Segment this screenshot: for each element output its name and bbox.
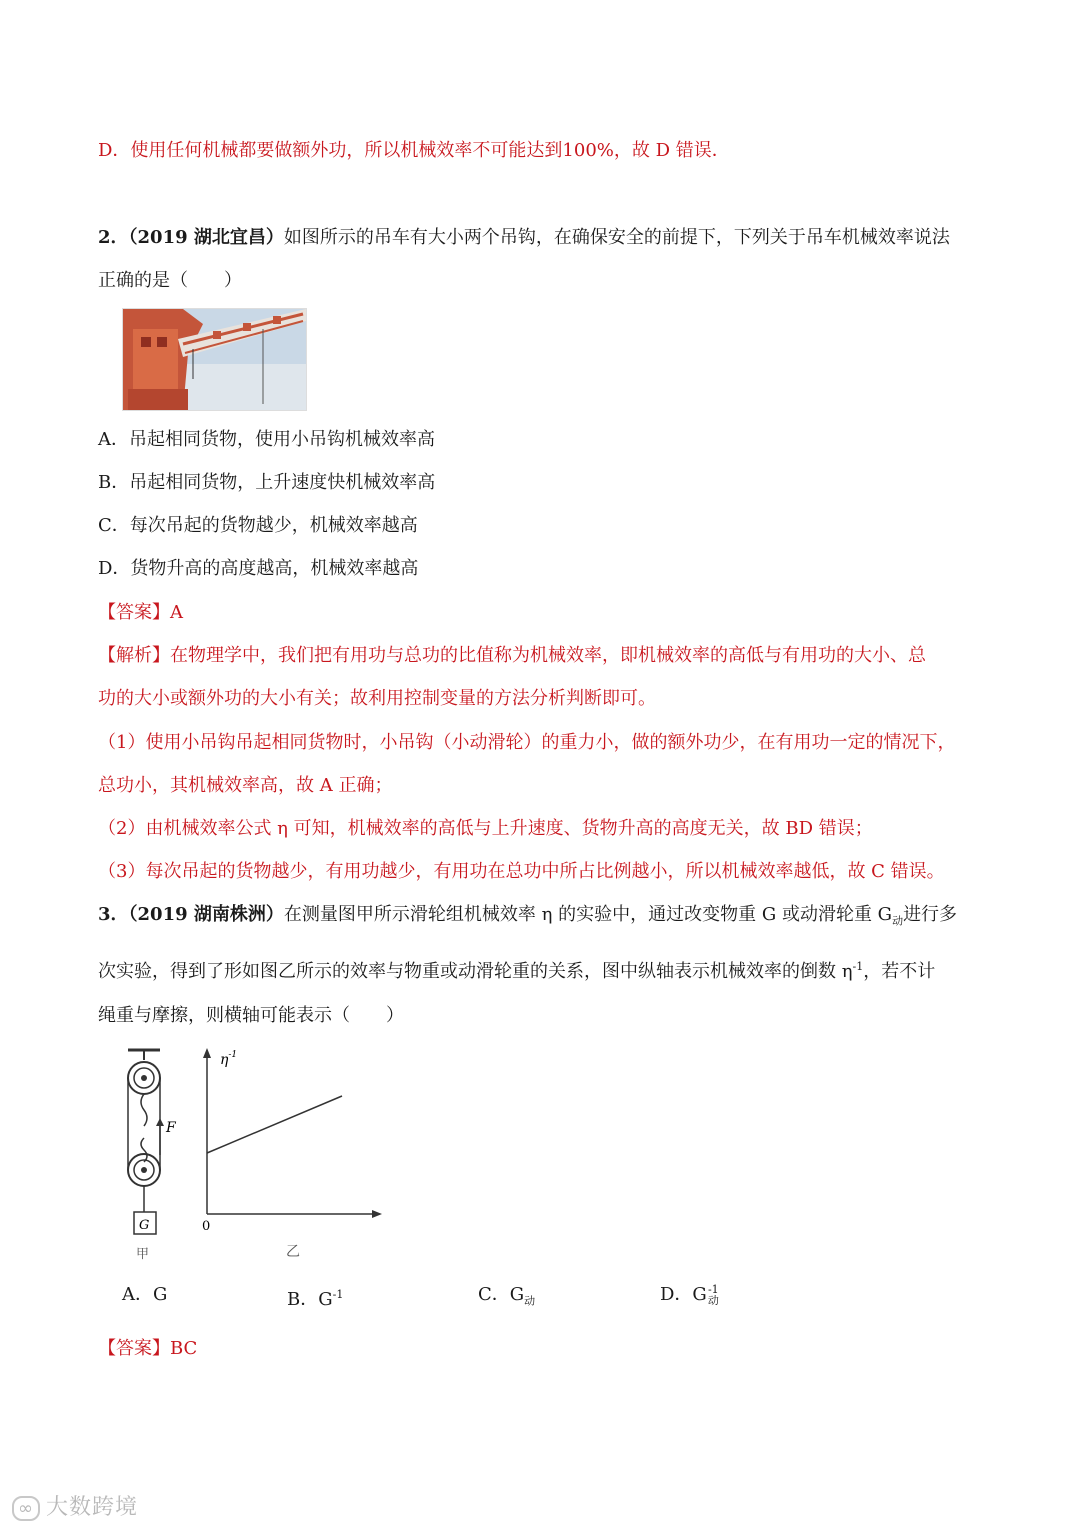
- q2-option-a: A．吊起相同货物，使用小吊钩机械效率高: [98, 429, 435, 450]
- q3-option-d: [660, 1283, 719, 1307]
- q3-stem-text1b: 进行多: [903, 904, 958, 925]
- q2-analysis-text1: 在物理学中，我们把有用功与总功的比值称为机械效率，即机械效率的高低与有用功的大小、总: [170, 645, 926, 666]
- q2-option-b: B．吊起相同货物，上升速度快机械效率高: [98, 472, 436, 493]
- q3-option-c: [478, 1283, 535, 1314]
- q3-option-d-text: D．G: [660, 1284, 707, 1305]
- q3-stem-text1a: 在测量图甲所示滑轮组机械效率 η 的实验中，通过改变物重 G 或动滑轮重 G: [283, 904, 893, 925]
- q3-stem-line2: [98, 955, 935, 984]
- q3-figure: [120, 1040, 400, 1269]
- q2-analysis-p2: （2）由机械效率公式 η 可知，机械效率的高低与上升速度、货物升高的高度无关，故 BD 错误；: [98, 818, 873, 839]
- label-origin: 0: [202, 1219, 211, 1234]
- q3-answer: [98, 1337, 197, 1361]
- q2-answer-value: A: [170, 602, 183, 623]
- q3-number: 3．: [98, 904, 129, 925]
- q2-analysis-line1: [98, 644, 926, 668]
- q3-option-c-text: C．G: [478, 1284, 525, 1305]
- q2-option-c: C．每次吊起的货物越少，机械效率越高: [98, 515, 418, 536]
- label-yi: 乙: [286, 1244, 300, 1260]
- q3-stem-sup: -1: [852, 960, 864, 973]
- label-G: G: [139, 1218, 150, 1233]
- watermark-text: 大数跨境: [46, 1495, 139, 1520]
- q3-stem-line1: [98, 903, 957, 934]
- q2-number: 2．: [98, 227, 129, 248]
- q3-source: （2019 湖南株洲）: [128, 904, 284, 925]
- q2-stem-text: 如图所示的吊车有大小两个吊钩，在确保安全的前提下，下列关于吊车机械效率说法: [283, 227, 950, 248]
- q3-option-d-sub: 动: [707, 1294, 719, 1307]
- efficiency-line: [207, 1096, 342, 1153]
- label-F: F: [166, 1120, 176, 1136]
- watermark: [12, 1490, 138, 1521]
- q2-answer-tag: 【答案】: [98, 602, 170, 623]
- q3-option-c-sub: 动: [524, 1294, 536, 1308]
- q3-stem-line3: 绳重与摩擦，则横轴可能表示（ ）: [98, 1005, 404, 1026]
- q3-figure-svg: [120, 1040, 400, 1265]
- fixed-pulley: [128, 1062, 160, 1094]
- q2-analysis-line2: 功的大小或额外功的大小有关；故利用控制变量的方法分析判断即可。: [98, 688, 656, 709]
- movable-pulley: [128, 1154, 160, 1186]
- q1-option-d-analysis: D．使用任何机械都要做额外功，所以机械效率不可能达到100%，故 D 错误．: [98, 140, 730, 161]
- q3-option-a: A．G: [122, 1284, 168, 1305]
- q2-stem-line1: [98, 226, 950, 250]
- q3-answer-tag: 【答案】: [98, 1338, 170, 1359]
- label-jia: 甲: [136, 1247, 150, 1262]
- label-eta: $\eta^{-1}$: [220, 1050, 238, 1068]
- q2-stem-line2: 正确的是（ ）: [98, 270, 242, 291]
- crane-photo: [122, 308, 307, 411]
- q2-analysis-p3: （3）每次吊起的货物越少，有用功越少，有用功在总功中所占比例越小，所以机械效率越低，故 C 错误。: [98, 861, 945, 882]
- q2-analysis-tag: 【解析】: [98, 645, 170, 666]
- watermark-logo-icon: ∞: [12, 1496, 40, 1521]
- q2-analysis-p1-line1: （1）使用小吊钩吊起相同货物时，小吊钩（小动滑轮）的重力小，做的额外功少，在有用功一定的情况下，: [98, 732, 956, 753]
- q3-option-d-script: [708, 1284, 719, 1306]
- q3-option-b-text: B．G: [287, 1289, 333, 1310]
- q3-stem-text2a: 次实验，得到了形如图乙所示的效率与物重或动滑轮重的关系，图中纵轴表示机械效率的倒数 η: [98, 961, 853, 982]
- q2-source: （2019 湖北宜昌）: [128, 227, 284, 248]
- q2-answer: [98, 601, 183, 625]
- q3-answer-value: BC: [170, 1338, 198, 1359]
- q3-option-d-sup: -1: [707, 1283, 719, 1296]
- q3-option-b-sup: -1: [332, 1288, 344, 1301]
- q3-option-b: [287, 1283, 343, 1312]
- q2-option-d: D．货物升高的高度越高，机械效率越高: [98, 558, 419, 579]
- q3-stem-sub: 动: [892, 914, 904, 928]
- q3-stem-text2b: ，若不计: [863, 961, 936, 982]
- q2-analysis-p1-line2: 总功小，其机械效率高，故 A 正确；: [98, 775, 393, 796]
